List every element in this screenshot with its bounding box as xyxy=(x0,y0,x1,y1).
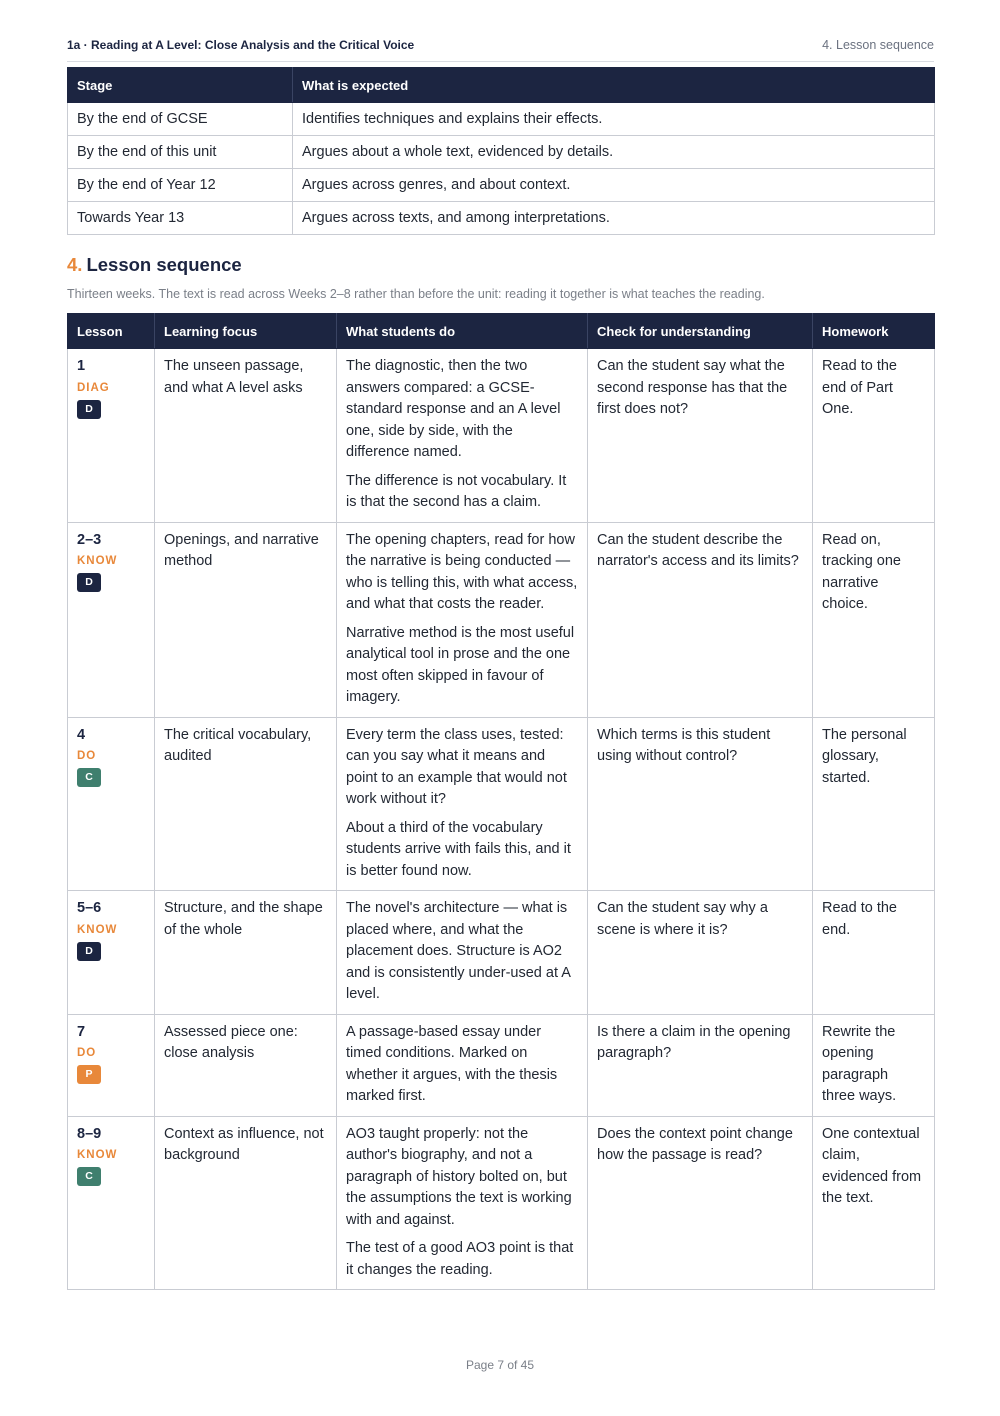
table-row xyxy=(68,169,935,202)
lesson-type-tag: KNOW xyxy=(77,555,118,567)
activities-cell xyxy=(337,891,588,1015)
homework-cell: Read to the end. xyxy=(813,891,935,1015)
focus-cell: Context as influence, not background xyxy=(155,1116,337,1290)
column-header-stage: Stage xyxy=(68,68,293,103)
lesson-cell xyxy=(68,349,155,523)
homework-cell: Read to the end of Part One. xyxy=(813,349,935,523)
activity-paragraph: A passage-based essay under timed conditions. Marked on whether it argues, with the thesis marked first. xyxy=(346,1023,558,1104)
lesson-badge: P xyxy=(77,1065,101,1084)
column-header-focus: Learning focus xyxy=(155,314,337,349)
lesson-type-tag: DIAG xyxy=(77,381,110,394)
lesson-row xyxy=(68,717,935,891)
activities-cell xyxy=(337,1116,588,1290)
table-row xyxy=(68,103,935,136)
lesson-number: 2–3 xyxy=(77,531,102,548)
section-intro: Thirteen weeks. The text is read across Weeks 2–8 rather than before the unit: reading it together is what teaches the reading. xyxy=(67,287,765,301)
table-row xyxy=(68,136,935,169)
focus-cell: Assessed piece one: close analysis xyxy=(155,1014,337,1116)
stage-cell: By the end of Year 12 xyxy=(68,169,293,202)
stage-cell: Towards Year 13 xyxy=(68,202,293,235)
activity-paragraph: About a third of the vocabulary students arrive with fails this, and it is better found now. xyxy=(346,819,571,879)
lesson-type-tag: KNOW xyxy=(77,923,118,936)
check-cell: Can the student say why a scene is where it is? xyxy=(588,891,813,1015)
homework-cell: The personal glossary, started. xyxy=(813,717,935,891)
document-title: 1a · Reading at A Level: Close Analysis and the Critical Voice xyxy=(67,38,415,52)
lesson-badge: C xyxy=(77,768,101,787)
activities-cell xyxy=(337,717,588,891)
lesson-number: 5–6 xyxy=(77,900,102,916)
expected-cell: Argues across genres, and about context. xyxy=(293,169,935,202)
section-heading xyxy=(67,254,242,276)
lesson-type-tag: DO xyxy=(77,1047,97,1059)
check-cell: Which terms is this student using without control? xyxy=(588,717,813,891)
lesson-row xyxy=(68,349,935,523)
check-cell: Does the context point change how the passage is read? xyxy=(588,1116,813,1290)
running-header xyxy=(67,38,934,62)
running-section-name: 4. Lesson sequence xyxy=(822,38,934,52)
expected-cell: Argues about a whole text, evidenced by details. xyxy=(293,136,935,169)
column-header-expected: What is expected xyxy=(293,68,935,103)
lesson-cell xyxy=(68,522,155,717)
activity-paragraph: The difference is not vocabulary. It is that the second has a claim. xyxy=(346,472,567,510)
activity-paragraph: The opening chapters, read for how the narrative is being conducted — who is telling this, with what access, and what that costs the reader. xyxy=(346,531,578,612)
check-cell: Is there a claim in the opening paragraph? xyxy=(588,1014,813,1116)
column-header-lesson: Lesson xyxy=(68,314,155,349)
focus-cell: The unseen passage, and what A level asks xyxy=(155,349,337,523)
homework-cell: Read on, tracking one narrative choice. xyxy=(813,522,935,717)
focus-cell: The critical vocabulary, audited xyxy=(155,717,337,891)
lesson-cell xyxy=(68,1116,155,1290)
stage-cell: By the end of this unit xyxy=(68,136,293,169)
homework-cell: Rewrite the opening paragraph three ways. xyxy=(813,1014,935,1116)
lesson-cell xyxy=(68,717,155,891)
table-header-row xyxy=(68,68,935,103)
lesson-badge: D xyxy=(77,573,101,592)
lesson-badge: D xyxy=(77,400,101,419)
table-header-row xyxy=(68,314,935,349)
lesson-number: 4 xyxy=(77,726,86,743)
expected-cell: Identifies techniques and explains their effects. xyxy=(293,103,935,136)
lesson-row xyxy=(68,1116,935,1290)
section-title: Lesson sequence xyxy=(86,254,242,275)
lesson-number: 8–9 xyxy=(77,1125,102,1142)
focus-cell: Openings, and narrative method xyxy=(155,522,337,717)
section-number: 4. xyxy=(67,254,83,275)
table-row xyxy=(68,202,935,235)
homework-cell: One contextual claim, evidenced from the text. xyxy=(813,1116,935,1290)
lesson-number: 7 xyxy=(77,1023,86,1040)
activity-paragraph: AO3 taught properly: not the author's biography, and not a paragraph of history bolted on, but the assumptions the text is working with and against. xyxy=(346,1125,572,1228)
lesson-row xyxy=(68,891,935,1015)
activity-paragraph: Narrative method is the most useful analytical tool in prose and the one most often skipped in favour of imagery. xyxy=(346,624,575,705)
activity-paragraph: The novel's architecture — what is placed where, and what the placement does. Structure is AO2 and is consistently under-used at A level. xyxy=(346,900,571,1002)
lesson-cell xyxy=(68,1014,155,1116)
lesson-badge: C xyxy=(77,1167,101,1186)
lesson-sequence-table xyxy=(67,313,935,1290)
activities-cell xyxy=(337,349,588,523)
expected-cell: Argues across texts, and among interpretations. xyxy=(293,202,935,235)
focus-cell: Structure, and the shape of the whole xyxy=(155,891,337,1015)
activities-cell xyxy=(337,1014,588,1116)
lesson-row xyxy=(68,1014,935,1116)
check-cell: Can the student describe the narrator's access and its limits? xyxy=(588,522,813,717)
lesson-cell xyxy=(68,891,155,1015)
activity-paragraph: The test of a good AO3 point is that it changes the reading. xyxy=(346,1240,574,1278)
lesson-type-tag: DO xyxy=(77,750,97,762)
lesson-badge: D xyxy=(77,942,101,961)
check-cell: Can the student say what the second response has that the first does not? xyxy=(588,349,813,523)
stage-cell: By the end of GCSE xyxy=(68,103,293,136)
activities-cell xyxy=(337,522,588,717)
lesson-type-tag: KNOW xyxy=(77,1149,118,1161)
stage-expectations-table xyxy=(67,67,935,235)
activity-paragraph: Every term the class uses, tested: can you say what it means and point to an example that would not work without it? xyxy=(346,726,567,807)
lesson-row xyxy=(68,522,935,717)
lesson-number: 1 xyxy=(77,358,86,374)
page-number: Page 7 of 45 xyxy=(465,1358,535,1372)
activity-paragraph: The diagnostic, then the two answers compared: a GCSE-standard response and an A level one, side by side, with the difference named. xyxy=(346,358,561,460)
column-header-check: Check for understanding xyxy=(588,314,813,349)
column-header-homework: Homework xyxy=(813,314,935,349)
column-header-activities: What students do xyxy=(337,314,588,349)
